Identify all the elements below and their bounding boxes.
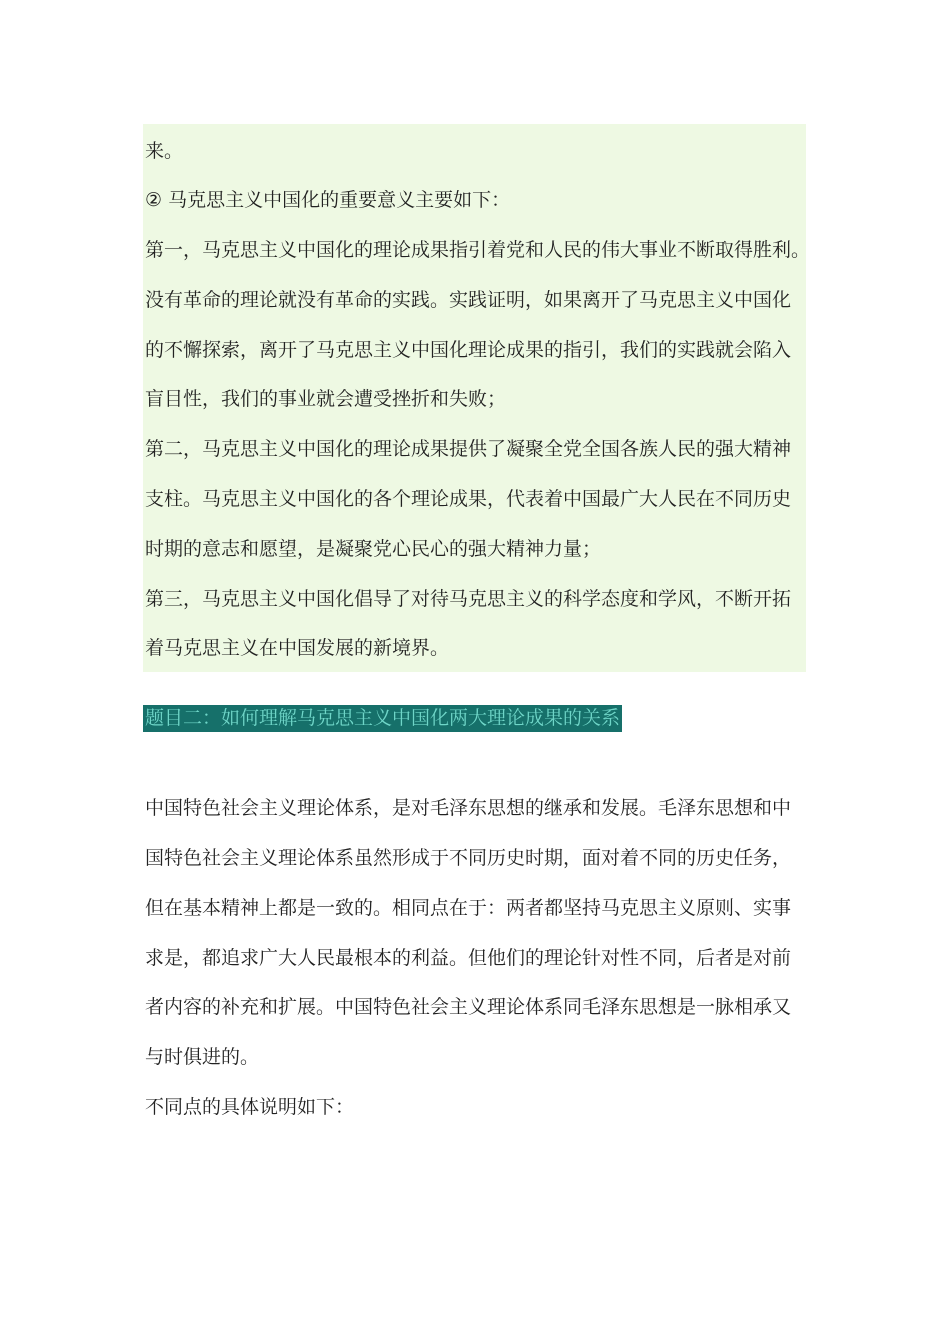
paragraph-line: 中国特色社会主义理论体系，是对毛泽东思想的继承和发展。毛泽东思想和中: [145, 797, 792, 819]
paragraph-line: 的不懈探索，离开了马克思主义中国化理论成果的指引，我们的实践就会陷入: [145, 339, 792, 361]
paragraph-line: 第一，马克思主义中国化的理论成果指引着党和人民的伟大事业不断取得胜利。: [145, 239, 811, 261]
paragraph-line: 第三，马克思主义中国化倡导了对待马克思主义的科学态度和学风，不断开拓: [145, 588, 792, 610]
paragraph-line: 来。: [145, 140, 184, 162]
paragraph-line: 与时俱进的。: [145, 1046, 260, 1068]
paragraph-line: 支柱。马克思主义中国化的各个理论成果，代表着中国最广大人民在不同历史: [145, 488, 792, 510]
paragraph-line: 盲目性，我们的事业就会遭受挫折和失败；: [145, 388, 507, 410]
paragraph-line: 着马克思主义在中国发展的新境界。: [145, 637, 450, 659]
paragraph-line: 时期的意志和愿望，是凝聚党心民心的强大精神力量；: [145, 538, 602, 560]
paragraph-line: 求是，都追求广大人民最根本的利益。但他们的理论针对性不同，后者是对前: [145, 947, 792, 969]
question-heading: 题目二：如何理解马克思主义中国化两大理论成果的关系: [143, 705, 622, 732]
paragraph-line: 国特色社会主义理论体系虽然形成于不同历史时期，面对着不同的历史任务，: [145, 847, 792, 869]
paragraph-line: 第二，马克思主义中国化的理论成果提供了凝聚全党全国各族人民的强大精神: [145, 438, 792, 460]
paragraph-line: 者内容的补充和扩展。中国特色社会主义理论体系同毛泽东思想是一脉相承又: [145, 996, 792, 1018]
paragraph-line: 但在基本精神上都是一致的。相同点在于：两者都坚持马克思主义原则、实事: [145, 897, 792, 919]
paragraph-line: 没有革命的理论就没有革命的实践。实践证明，如果离开了马克思主义中国化: [145, 289, 792, 311]
paragraph-line: ② 马克思主义中国化的重要意义主要如下：: [145, 189, 511, 211]
paragraph-line: 不同点的具体说明如下：: [145, 1096, 355, 1118]
